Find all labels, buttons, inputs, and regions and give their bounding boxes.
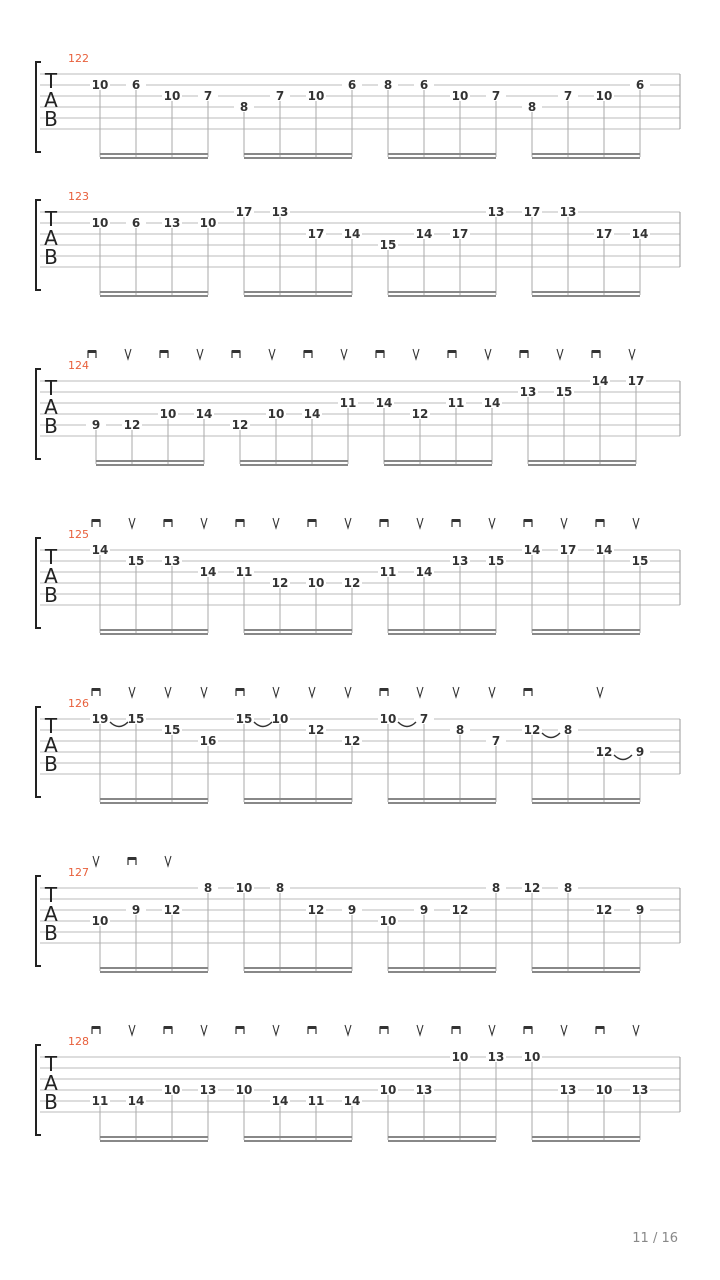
fret-number: 10 [307,89,325,103]
slur [614,755,632,760]
fret-number: 11 [91,1094,109,1108]
fret-number: 8 [527,100,537,114]
fret-number: 14 [483,396,501,410]
measure-number: 128 [68,1035,89,1048]
slur [398,722,416,727]
fret-number: 8 [455,723,465,737]
fret-number: 9 [91,418,101,432]
fret-number: 10 [235,881,253,895]
beam [388,633,496,635]
measure-number: 124 [68,359,89,372]
tab-clef-letter: A [44,902,58,926]
fret-number: 9 [347,903,357,917]
tab-clef-letter: A [44,395,58,419]
fret-number: 14 [303,407,321,421]
beam [532,1136,640,1138]
fret-number: 15 [555,385,573,399]
beam [532,629,640,631]
fret-number: 6 [131,216,141,230]
upstroke-icon [345,1025,351,1035]
measure-number: 122 [68,52,89,65]
fret-number: 14 [631,227,649,241]
fret-number: 7 [563,89,573,103]
beam [388,1136,496,1138]
upstroke-icon [273,687,279,697]
downstroke-bar [376,350,384,353]
beam [244,633,352,635]
fret-number: 12 [523,723,541,737]
fret-number: 8 [383,78,393,92]
fret-number: 10 [595,89,613,103]
fret-number: 10 [91,78,109,92]
upstroke-icon [453,687,459,697]
beam [100,153,208,155]
fret-number: 12 [595,903,613,917]
tab-clef-letter: B [44,245,58,269]
upstroke-icon [93,856,99,866]
upstroke-icon [417,518,423,528]
upstroke-icon [561,1025,567,1035]
beam [100,967,208,969]
tab-clef-letter: B [44,1090,58,1114]
fret-number: 7 [203,89,213,103]
upstroke-icon [417,1025,423,1035]
upstroke-icon [197,349,203,359]
fret-number: 6 [131,78,141,92]
fret-number: 10 [267,407,285,421]
fret-number: 10 [271,712,289,726]
fret-number: 10 [163,89,181,103]
downstroke-bar [380,519,388,522]
fret-number: 14 [271,1094,289,1108]
fret-number: 11 [447,396,465,410]
fret-number: 10 [91,216,109,230]
fret-number: 15 [127,712,145,726]
upstroke-icon [309,687,315,697]
upstroke-icon [341,349,347,359]
tab-clef-letter: B [44,414,58,438]
fret-number: 12 [451,903,469,917]
beam [384,464,492,466]
fret-number: 6 [347,78,357,92]
upstroke-icon [201,687,207,697]
tab-clef-letter: T [44,883,58,907]
fret-number: 15 [487,554,505,568]
fret-number: 9 [419,903,429,917]
beam [240,460,348,462]
tab-clef-letter: A [44,88,58,112]
beam [244,291,352,293]
fret-number: 10 [159,407,177,421]
fret-number: 12 [307,903,325,917]
upstroke-icon [129,518,135,528]
upstroke-icon [129,687,135,697]
fret-number: 9 [635,903,645,917]
fret-number: 17 [307,227,325,241]
tab-clef-letter: A [44,226,58,250]
beam [96,460,204,462]
fret-number: 13 [559,205,577,219]
tab-clef-letter: T [44,714,58,738]
downstroke-bar [92,1026,100,1029]
fret-number: 11 [339,396,357,410]
beam [244,629,352,631]
fret-number: 10 [163,1083,181,1097]
tab-system [36,349,680,466]
beam [388,153,496,155]
upstroke-icon [201,1025,207,1035]
fret-number: 8 [563,723,573,737]
fret-number: 8 [491,881,501,895]
upstroke-icon [345,687,351,697]
beam [388,798,496,800]
fret-number: 9 [131,903,141,917]
fret-number: 13 [163,554,181,568]
fret-number: 12 [163,903,181,917]
beam [244,967,352,969]
fret-number: 14 [195,407,213,421]
upstroke-icon [633,518,639,528]
beam [532,798,640,800]
beam [240,464,348,466]
fret-number: 14 [591,374,609,388]
beam [388,971,496,973]
downstroke-bar [236,688,244,691]
fret-number: 12 [123,418,141,432]
upstroke-icon [345,518,351,528]
measure-number: 123 [68,190,89,203]
beam [244,1140,352,1142]
downstroke-bar [308,519,316,522]
upstroke-icon [489,1025,495,1035]
fret-number: 13 [415,1083,433,1097]
fret-number: 13 [631,1083,649,1097]
fret-number: 17 [595,227,613,241]
fret-number: 12 [595,745,613,759]
beam [532,153,640,155]
upstroke-icon [129,1025,135,1035]
fret-number: 12 [411,407,429,421]
upstroke-icon [629,349,635,359]
beam [388,157,496,159]
upstroke-icon [489,687,495,697]
fret-number: 13 [487,205,505,219]
tab-clef-letter: A [44,733,58,757]
upstroke-icon [633,1025,639,1035]
fret-number: 10 [307,576,325,590]
beam [384,460,492,462]
fret-number: 13 [451,554,469,568]
beam [532,967,640,969]
tab-clef-letter: T [44,1052,58,1076]
fret-number: 15 [631,554,649,568]
upstroke-icon [273,518,279,528]
beam [244,798,352,800]
downstroke-bar [452,1026,460,1029]
beam [100,291,208,293]
fret-number: 14 [91,543,109,557]
fret-number: 9 [635,745,645,759]
fret-number: 6 [419,78,429,92]
beam [532,633,640,635]
downstroke-bar [592,350,600,353]
fret-number: 12 [343,576,361,590]
tab-system [36,687,680,804]
page-number: 11 / 16 [632,1231,678,1246]
tab-clef-letter: B [44,752,58,776]
fret-number: 12 [343,734,361,748]
slur [110,722,128,727]
measure-number: 126 [68,697,89,710]
fret-number: 14 [375,396,393,410]
fret-number: 14 [595,543,613,557]
beam [100,798,208,800]
tab-system [36,1025,680,1142]
beam [100,802,208,804]
beam [532,295,640,297]
downstroke-bar [596,519,604,522]
upstroke-icon [489,518,495,528]
fret-number: 8 [239,100,249,114]
downstroke-bar [380,1026,388,1029]
fret-number: 10 [379,1083,397,1097]
fret-number: 14 [343,227,361,241]
fret-number: 13 [163,216,181,230]
fret-number: 16 [199,734,217,748]
fret-number: 8 [275,881,285,895]
fret-number: 8 [203,881,213,895]
beam [100,157,208,159]
fret-number: 8 [563,881,573,895]
fret-number: 17 [451,227,469,241]
fret-number: 7 [419,712,429,726]
fret-number: 10 [451,89,469,103]
tab-clef-letter: T [44,545,58,569]
upstroke-icon [413,349,419,359]
upstroke-icon [125,349,131,359]
upstroke-icon [557,349,563,359]
tab-system [36,856,680,973]
downstroke-bar [524,688,532,691]
fret-number: 17 [559,543,577,557]
fret-number: 10 [199,216,217,230]
downstroke-bar [128,857,136,860]
fret-number: 13 [487,1050,505,1064]
tab-clef-letter: B [44,107,58,131]
tab-system [36,52,680,159]
beam [100,971,208,973]
fret-number: 14 [415,227,433,241]
tab-clef-letter: T [44,207,58,231]
beam [388,967,496,969]
beam [244,802,352,804]
beam [388,1140,496,1142]
downstroke-bar [164,519,172,522]
fret-number: 11 [235,565,253,579]
tab-clef-letter: T [44,69,58,93]
fret-number: 15 [127,554,145,568]
fret-number: 11 [379,565,397,579]
fret-number: 15 [379,238,397,252]
downstroke-bar [160,350,168,353]
upstroke-icon [165,856,171,866]
fret-number: 7 [491,734,501,748]
fret-number: 12 [307,723,325,737]
downstroke-bar [164,1026,172,1029]
fret-number: 11 [307,1094,325,1108]
beam [100,1140,208,1142]
measure-number: 125 [68,528,89,541]
beam [532,802,640,804]
fret-number: 6 [635,78,645,92]
downstroke-bar [308,1026,316,1029]
upstroke-icon [485,349,491,359]
downstroke-bar [452,519,460,522]
beam [244,1136,352,1138]
fret-number: 10 [235,1083,253,1097]
downstroke-bar [92,519,100,522]
fret-number: 10 [451,1050,469,1064]
fret-number: 14 [343,1094,361,1108]
fret-number: 17 [523,205,541,219]
fret-number: 14 [199,565,217,579]
tab-clef-letter: A [44,1071,58,1095]
fret-number: 7 [491,89,501,103]
upstroke-icon [561,518,567,528]
tab-clef-letter: B [44,921,58,945]
upstroke-icon [165,687,171,697]
upstroke-icon [597,687,603,697]
beam [100,1136,208,1138]
fret-number: 10 [379,914,397,928]
fret-number: 14 [127,1094,145,1108]
beam [388,802,496,804]
upstroke-icon [269,349,275,359]
fret-number: 15 [163,723,181,737]
fret-number: 13 [271,205,289,219]
beam [528,460,636,462]
tab-clef-letter: B [44,583,58,607]
beam [532,291,640,293]
fret-number: 19 [91,712,109,726]
beam [532,157,640,159]
beam [528,464,636,466]
fret-number: 12 [271,576,289,590]
downstroke-bar [232,350,240,353]
fret-number: 14 [523,543,541,557]
fret-number: 10 [523,1050,541,1064]
fret-number: 10 [379,712,397,726]
beam [388,291,496,293]
beam [244,295,352,297]
downstroke-bar [380,688,388,691]
beam [100,629,208,631]
fret-number: 17 [235,205,253,219]
tab-system [36,518,680,635]
upstroke-icon [201,518,207,528]
beam [532,1140,640,1142]
fret-number: 13 [559,1083,577,1097]
slur [542,733,560,738]
tab-clef-letter: T [44,376,58,400]
downstroke-bar [448,350,456,353]
downstroke-bar [236,1026,244,1029]
fret-number: 12 [523,881,541,895]
beam [244,153,352,155]
upstroke-icon [417,687,423,697]
fret-number: 10 [91,914,109,928]
beam [532,971,640,973]
fret-number: 13 [199,1083,217,1097]
downstroke-bar [524,519,532,522]
upstroke-icon [273,1025,279,1035]
downstroke-bar [236,519,244,522]
beam [96,464,204,466]
downstroke-bar [304,350,312,353]
fret-number: 15 [235,712,253,726]
downstroke-bar [92,688,100,691]
beam [100,295,208,297]
fret-number: 10 [595,1083,613,1097]
fret-number: 12 [231,418,249,432]
tab-system [36,190,680,297]
beam [388,629,496,631]
measure-number: 127 [68,866,89,879]
fret-number: 17 [627,374,645,388]
downstroke-bar [520,350,528,353]
tab-clef-letter: A [44,564,58,588]
downstroke-bar [596,1026,604,1029]
fret-number: 7 [275,89,285,103]
downstroke-bar [524,1026,532,1029]
beam [244,971,352,973]
beam [244,157,352,159]
fret-number: 14 [415,565,433,579]
fret-number: 13 [519,385,537,399]
downstroke-bar [88,350,96,353]
slur [254,722,272,727]
beam [388,295,496,297]
beam [100,633,208,635]
